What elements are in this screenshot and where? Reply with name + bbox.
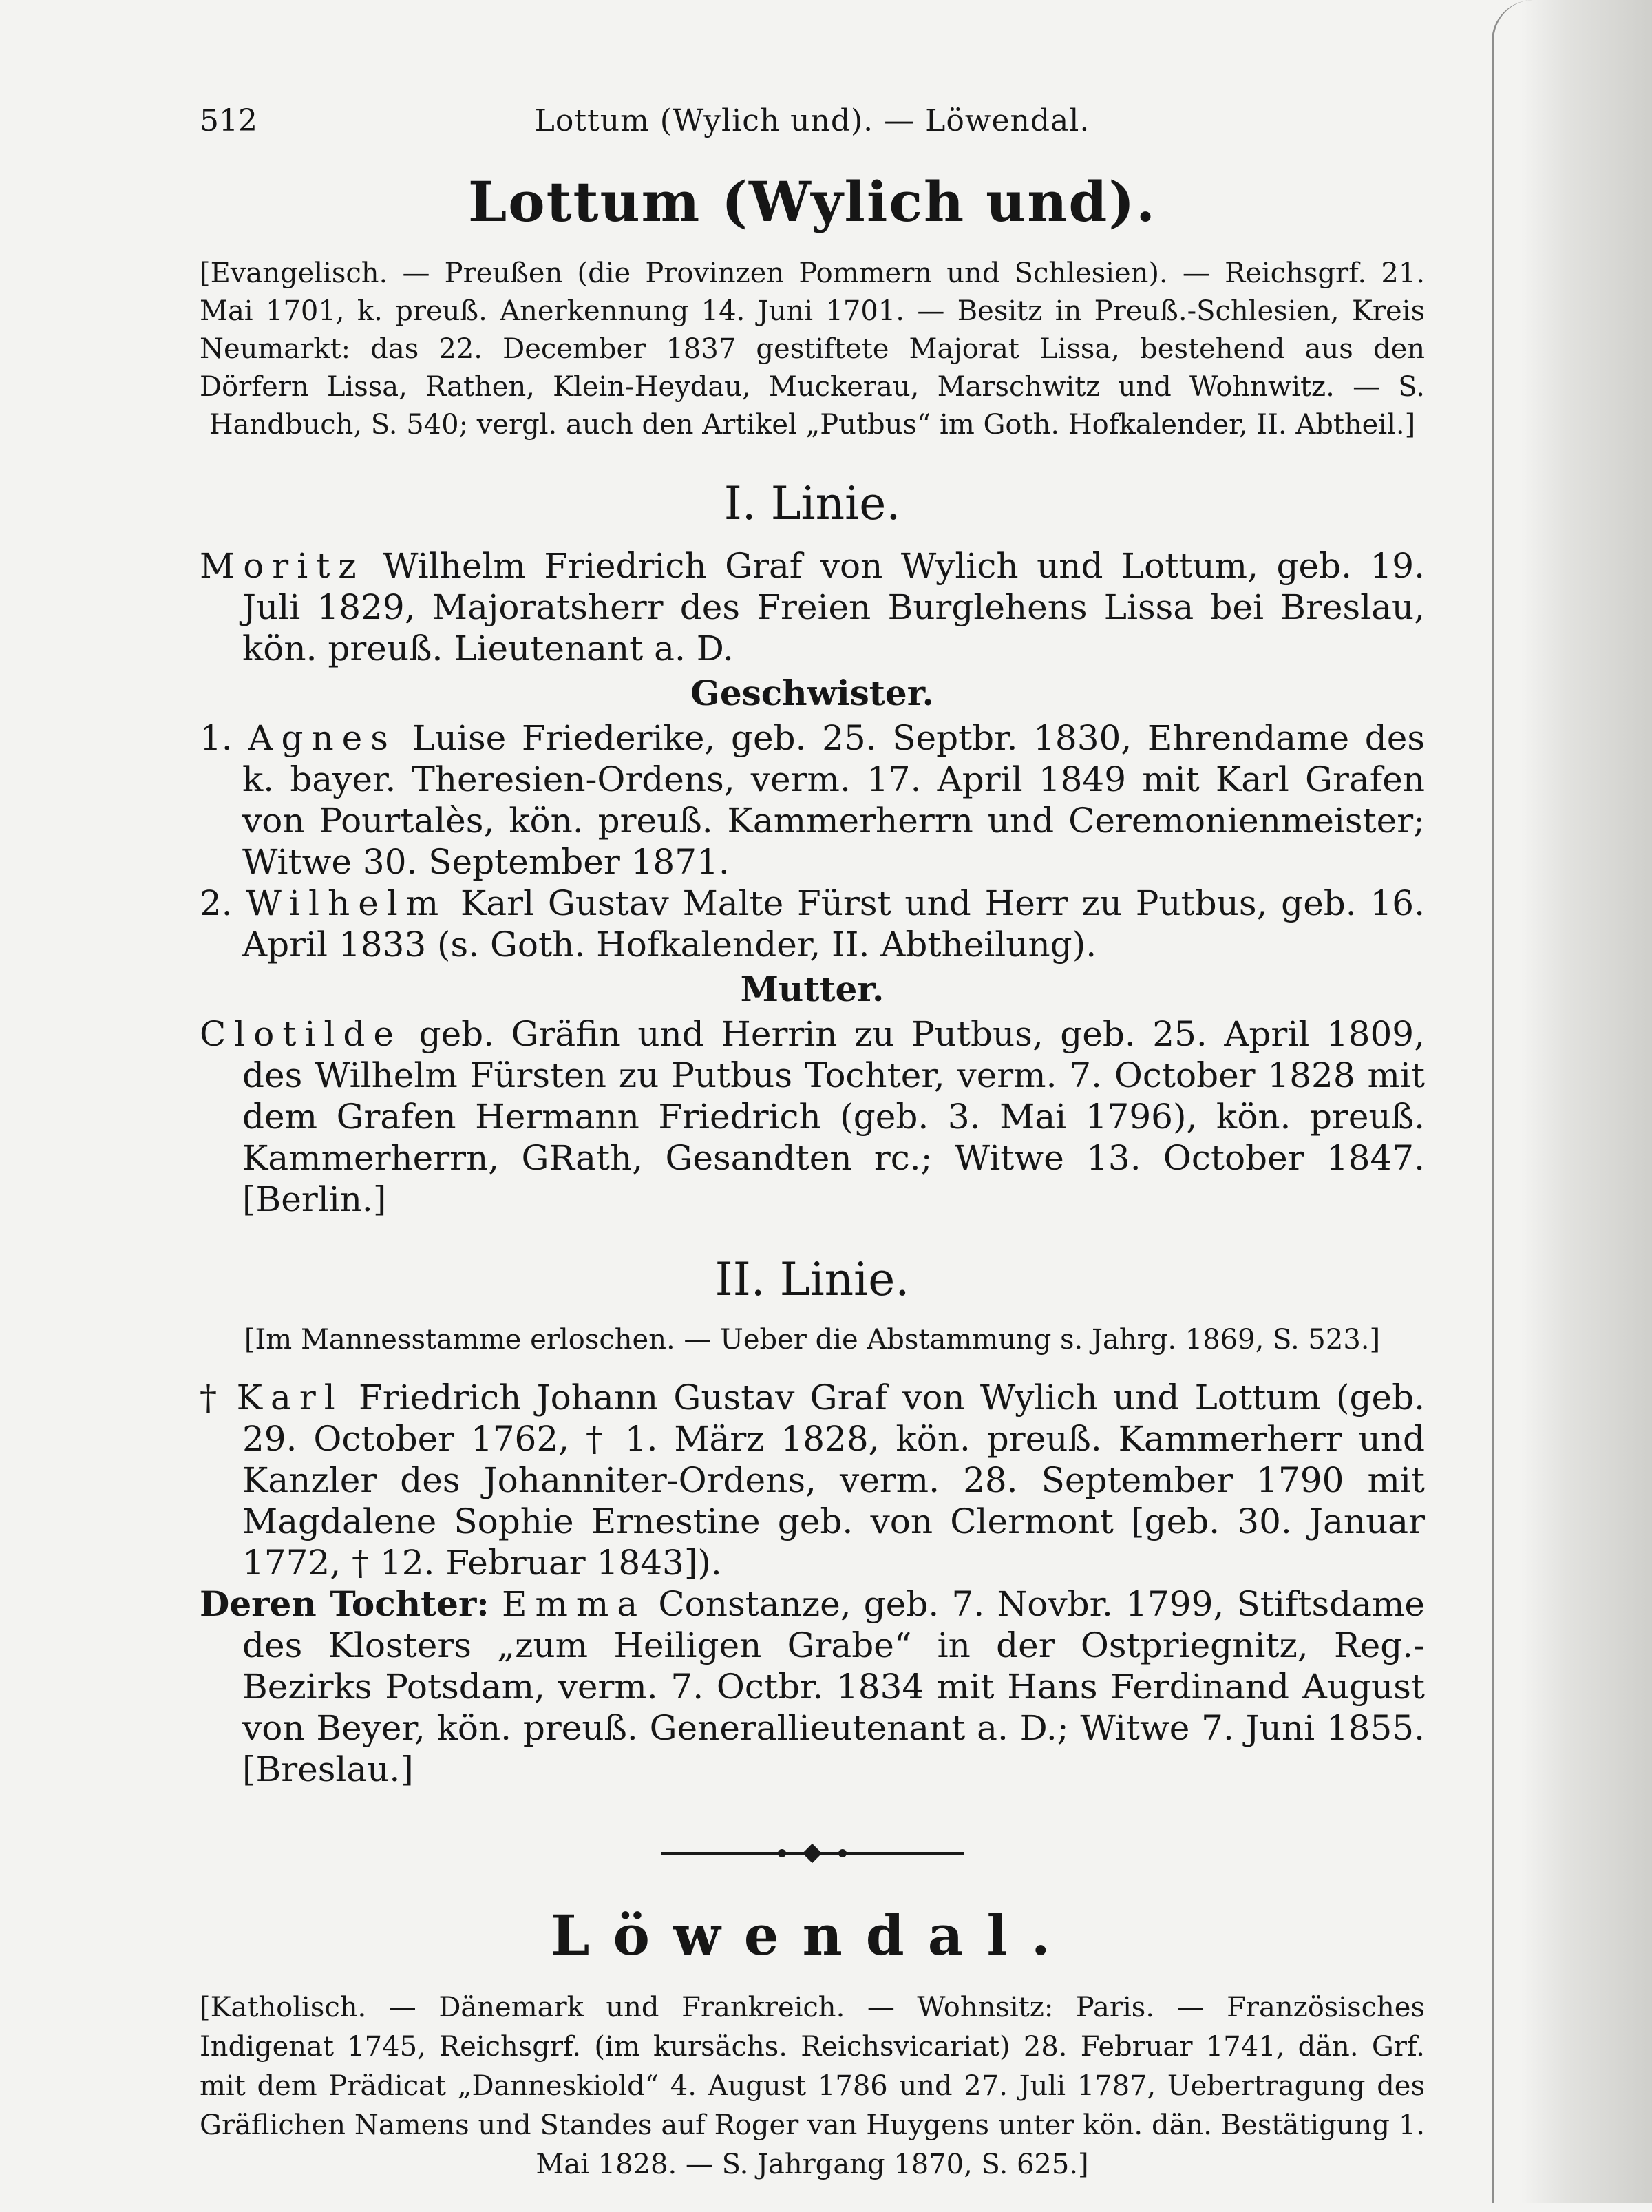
daughter-name: Emma bbox=[502, 1584, 646, 1624]
line-heading-2: II. Linie. bbox=[714, 1253, 910, 1306]
sibling-name: Wilhelm bbox=[246, 883, 447, 923]
mother-name: Clotilde bbox=[200, 1014, 403, 1054]
lottum-intro-note: [Evangelisch. — Preußen (die Provinzen Pommern und Schlesien). — Reichsgrf. 21. Mai 1701, k. preuß. Anerkennung 14. Juni 1701. — Besitz in Preuß.-Schlesien, Kreis Neumarkt: das 22. December 1837 gestiftete Majorat Lissa, bestehend aus den Dörfern Lissa, Rathen, Klein-Heydau, Muckerau, Marschwitz und Wohnwitz. — S. Handbuch, S. 540; vergl. auch den Artikel „Putbus“ im Goth. Hofkalender, II. Abtheil.] bbox=[200, 257, 1425, 441]
line2-note: [Im Mannesstamme erloschen. — Ueber die Abstammung s. Jahrg. 1869, S. 523.] bbox=[244, 1324, 1381, 1356]
daughter-text: Constanze, geb. 7. Novbr. 1799, Stiftsdame des Klosters „zum Heiligen Grabe“ in der Ostpriegnitz, Reg.-Bezirks Potsdam, verm. 7. Octbr. 1834 mit Hans Ferdinand August von Beyer, kön. preuß. Generallieutenant a. D.; Witwe 7. Juni 1855. [Breslau.] bbox=[242, 1584, 1425, 1789]
line-heading-1: I. Linie. bbox=[723, 477, 901, 530]
daughter-label: Deren Tochter: bbox=[200, 1583, 489, 1624]
loewendal-intro-note: [Katholisch. — Dänemark und Frankreich. — Wohnsitz: Paris. — Französisches Indigenat 1745, Reichsgrf. (im kursächs. Reichsvicariat) 28. Februar 1741, dän. Grf. mit dem Prädicat „Danneskiold“ 4. August 1786 und 27. Juli 1787, Uebertragung des Gräflichen Namens und Standes auf Roger van Huygens unter kön. dän. Bestätigung 1. Mai 1828. — S. Jahrgang 1870, S. 625.] bbox=[200, 1992, 1425, 2180]
page-fold-edge bbox=[1492, 0, 1569, 2203]
siblings-heading: Geschwister. bbox=[690, 673, 934, 713]
mother-text: geb. Gräfin und Herrin zu Putbus, geb. 25. April 1809, des Wilhelm Fürsten zu Putbus Tochter, verm. 7. October 1828 mit dem Grafen Hermann Friedrich (geb. 3. Mai 1796), kön. preuß. Kammerherrn, GRath, Gesandten rc.; Witwe 13. October 1847. [Berlin.] bbox=[242, 1014, 1425, 1219]
mother-heading: Mutter. bbox=[740, 969, 885, 1009]
sibling-entry bbox=[200, 717, 1425, 883]
deceased-name: Karl bbox=[236, 1378, 343, 1418]
sibling-number: 1. bbox=[200, 718, 233, 758]
deceased-entry bbox=[200, 1377, 1425, 1583]
head-of-line-entry bbox=[200, 545, 1425, 669]
dagger-symbol: † bbox=[200, 1378, 222, 1418]
page-header bbox=[200, 103, 1425, 151]
running-head: Lottum (Wylich und). — Löwendal. bbox=[534, 103, 1090, 138]
sibling-entry bbox=[200, 883, 1425, 965]
deceased-text: Friedrich Johann Gustav Graf von Wylich und Lottum (geb. 29. October 1762, † 1. März 1828, kön. preuß. Kammerherr und Kanzler des Johanniter-Ordens, verm. 28. September 1790 mit Magdalene Sophie Ernestine geb. von Clermont [geb. 30. Januar 1772, † 12. Februar 1843]). bbox=[242, 1378, 1425, 1583]
sibling-text: Karl Gustav Malte Fürst und Herr zu Putbus, geb. 16. April 1833 (s. Goth. Hofkalender, II. Abtheilung). bbox=[242, 883, 1425, 965]
sibling-name: Agnes bbox=[248, 718, 396, 758]
section-title-loewendal: Löwendal. bbox=[551, 1903, 1074, 1968]
book-page bbox=[200, 103, 1425, 2212]
head-name: Moritz bbox=[200, 546, 365, 586]
daughter-entry bbox=[200, 1583, 1425, 1790]
section-divider-ornament bbox=[661, 1845, 964, 1862]
sibling-text: Luise Friederike, geb. 25. Septbr. 1830, Ehrendame des k. bayer. Theresien-Ordens, verm. 17. April 1849 mit Karl Grafen von Pourtalès, kön. preuß. Kammerherrn und Ceremonienmeister; Witwe 30. September 1871. bbox=[242, 718, 1425, 882]
sibling-number: 2. bbox=[200, 883, 233, 923]
mother-entry bbox=[200, 1013, 1425, 1220]
page-number: 512 bbox=[200, 103, 257, 138]
head-text: Wilhelm Friedrich Graf von Wylich und Lottum, geb. 19. Juli 1829, Majoratsherr des Freien Burglehens Lissa bei Breslau, kön. preuß. Lieutenant a. D. bbox=[242, 546, 1425, 668]
section-title-lottum: Lottum (Wylich und). bbox=[467, 169, 1157, 234]
